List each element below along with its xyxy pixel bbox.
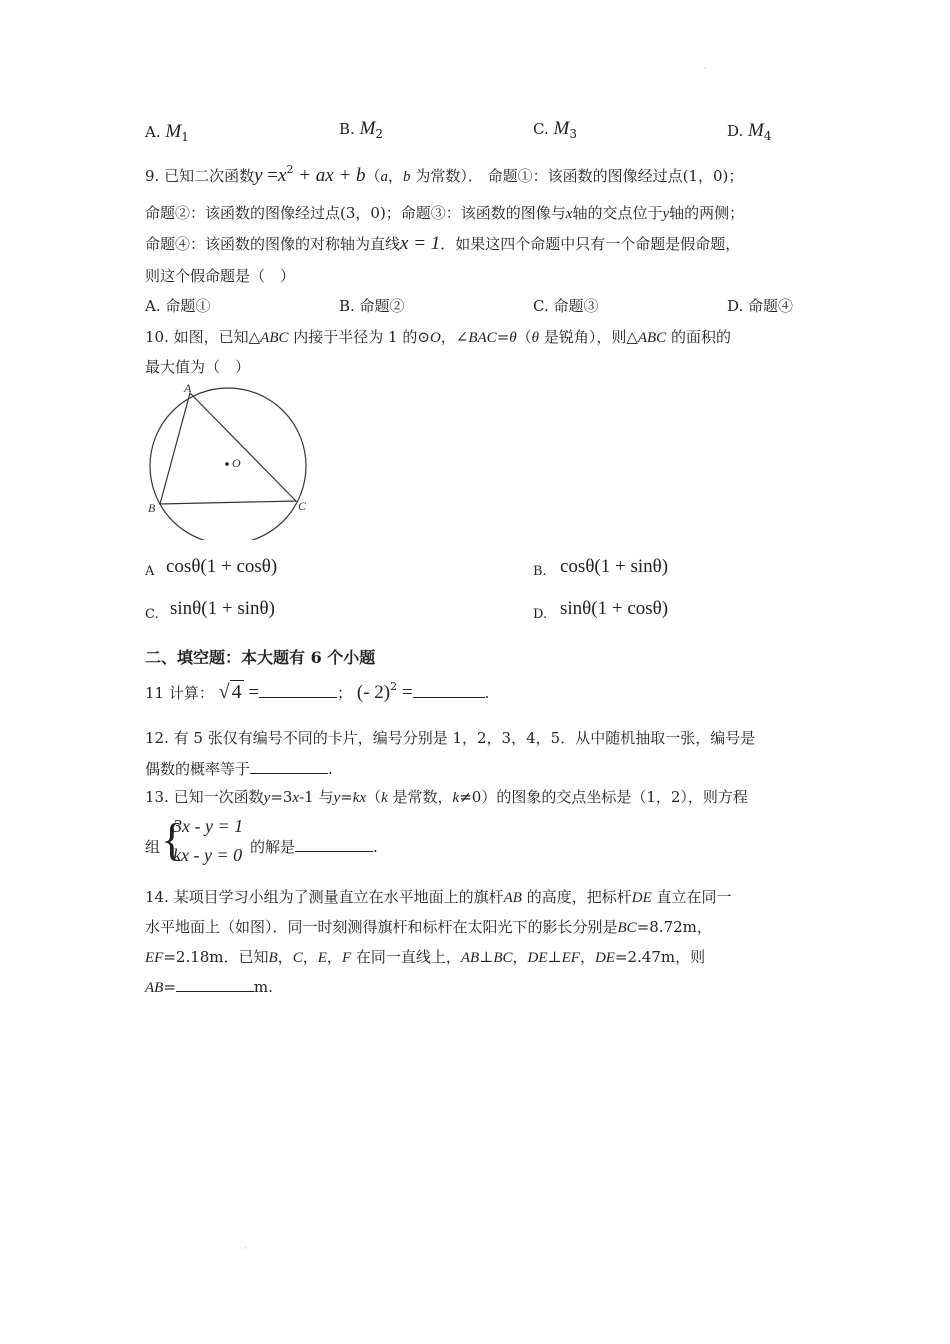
q8-option-c[interactable]: C. $M_3$	[533, 118, 577, 141]
triangle-abc	[160, 393, 296, 504]
q13-zu: 组	[145, 838, 161, 856]
q11-answer-blank-2[interactable]	[413, 683, 485, 698]
q10-option-a-letter[interactable]: A	[145, 564, 155, 579]
q9-option-b[interactable]: B. 命题②	[339, 297, 405, 315]
q10-option-d-expr[interactable]: sinθ(1 + cosθ)	[560, 598, 669, 619]
q9-line-2: 命题②：该函数的图像经过点(3，0)；命题③：该函数的图像与x轴的交点位于y轴的两侧；	[145, 204, 745, 222]
q9-option-c[interactable]: C. 命题③	[533, 297, 599, 315]
q14-line-1: 14. 某项目学习小组为了测量直立在水平地面上的旗杆AB 的高度，把标杆DE 直立在同一	[145, 888, 732, 906]
q10-option-b-letter[interactable]: B.	[533, 564, 547, 579]
q13-equation-1: 3x - y = 1	[173, 816, 244, 836]
q8-option-d[interactable]: D. $M_4$	[727, 120, 772, 143]
q8-option-a[interactable]: A. $M_1$	[145, 121, 189, 144]
q10-line-1: 10. 如图，已知△ABC 内接于半径为 1 的⊙O，∠BAC=θ（θ 是锐角），则△ABC 的面积的	[145, 328, 731, 346]
q14-line-3: EF=2.18m．已知B，C，E，F 在同一直线上，AB⊥BC，DE⊥EF，DE=2.47m，则	[145, 948, 706, 966]
q13-line-1: 13. 已知一次函数y=3x-1 与y=kx（k 是常数，k≠0）的图象的交点坐标是（1，2），则方程	[145, 788, 748, 806]
q10-option-d-letter[interactable]: D.	[533, 607, 548, 622]
q12-line-2: 偶数的概率等于 .	[145, 760, 333, 778]
q9-option-d[interactable]: D. 命题④	[727, 297, 794, 315]
q9-option-a[interactable]: A. 命题①	[145, 297, 211, 315]
q10-option-c-letter[interactable]: C.	[145, 607, 159, 622]
header-dot: ·	[704, 64, 707, 73]
q13-answer-blank[interactable]	[295, 837, 373, 852]
q14-line-2: 水平地面上（如图）．同一时刻测得旗杆和标杆在太阳光下的影长分别是BC=8.72m，	[145, 918, 712, 936]
q9-line-1: 9. 已知二次函数$y =x^2$ + ax + b（a，b 为常数）． 命题①：该函数的图像经过点(1，0)；	[145, 163, 744, 186]
q10-option-b-expr[interactable]: cosθ(1 + sinθ)	[560, 556, 669, 577]
section-2-title: 二、填空题：本大题有 6 个小题	[145, 648, 376, 667]
q12-answer-blank[interactable]	[250, 759, 328, 774]
label-c: C	[298, 499, 307, 513]
q9-line-4: 则这个假命题是（ ）	[145, 267, 296, 285]
q14-answer-blank[interactable]	[176, 977, 254, 992]
label-o: O	[232, 456, 241, 470]
q13-tail: 的解是 .	[250, 838, 378, 856]
label-b: B	[148, 501, 156, 515]
q11-answer-blank-1[interactable]	[259, 683, 337, 698]
q8-option-b[interactable]: B. $M_2$	[339, 118, 384, 141]
system-brace: {	[161, 814, 184, 865]
q14-line-4: AB= m.	[145, 978, 273, 996]
q10-line-2: 最大值为（ ）	[145, 358, 251, 376]
q12-line-1: 12. 有 5 张仅有编号不同的卡片，编号分别是 1，2，3，4，5．从中随机抽取一张，编号是	[145, 729, 756, 747]
center-point	[225, 462, 229, 466]
label-a: A	[184, 381, 192, 395]
q9-line-3: 命题④：该函数的图像的对称轴为直线x = 1．如果这四个命题中只有一个命题是假命题，	[145, 233, 741, 254]
question-11: 11 计算： √ 4 = ； (- 2)$^2$ = .	[145, 680, 490, 703]
q13-equation-2: kx - y = 0	[173, 845, 243, 865]
sqrt-expression: √ 4	[218, 681, 242, 703]
q10-circle-figure	[140, 380, 320, 540]
q10-option-c-expr[interactable]: sinθ(1 + sinθ)	[170, 598, 275, 619]
q10-option-a-expr[interactable]: cosθ(1 + cosθ)	[166, 556, 278, 577]
footer-dot: ·	[244, 1244, 247, 1253]
